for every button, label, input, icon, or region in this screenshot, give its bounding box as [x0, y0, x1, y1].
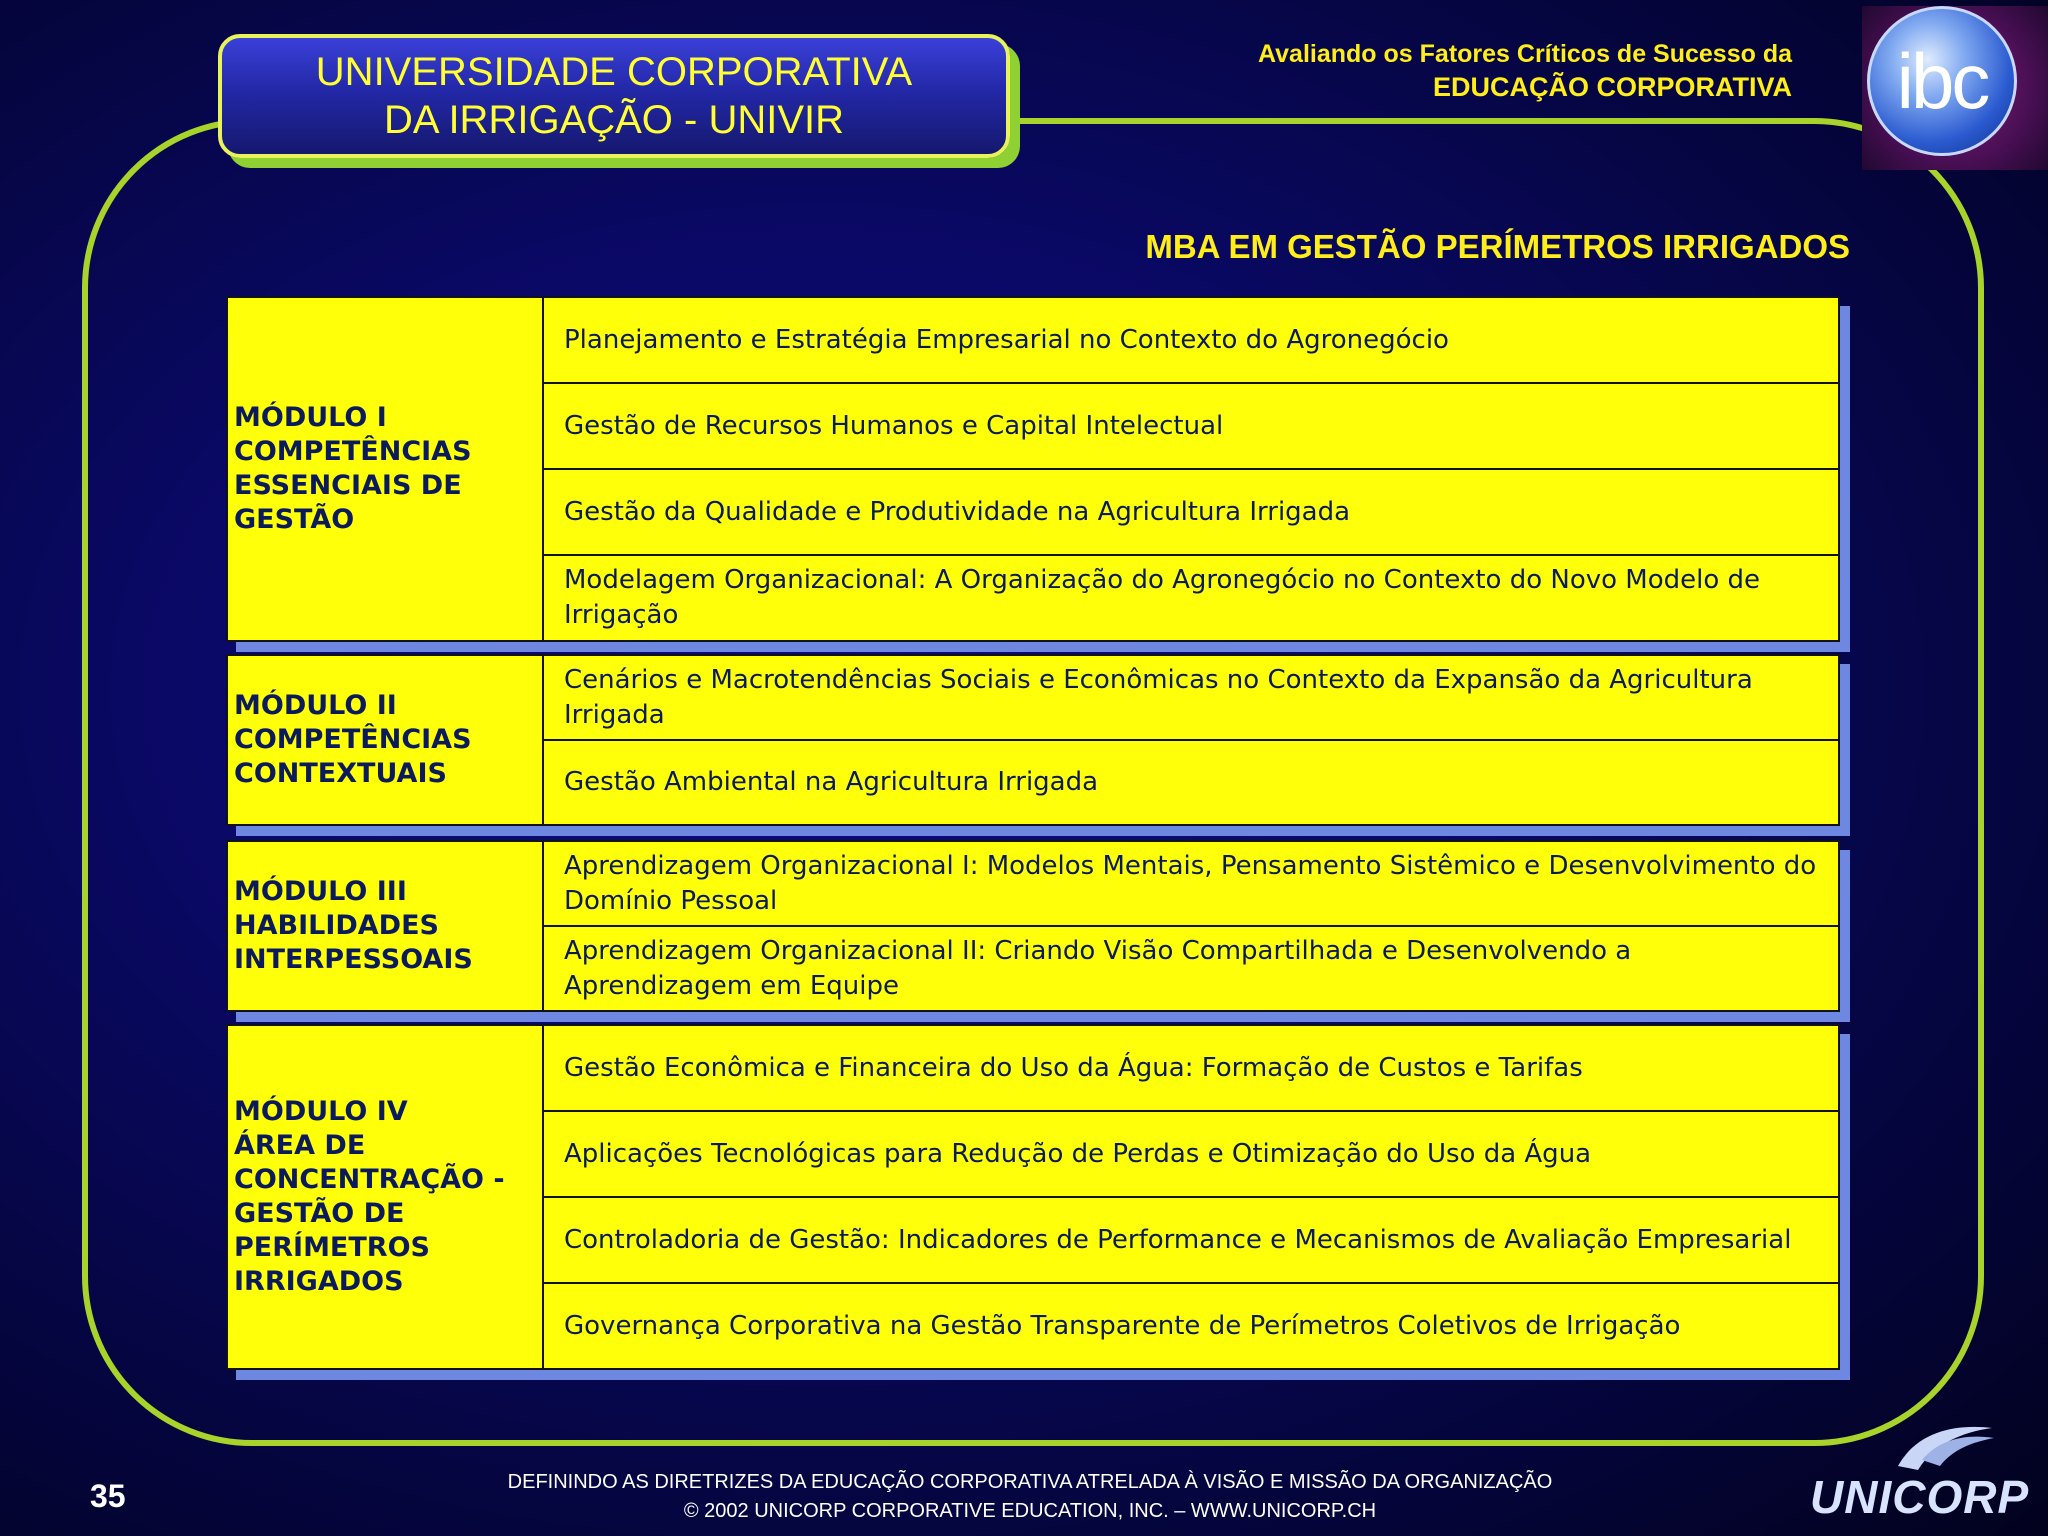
course-row: Aprendizagem Organizacional II: Criando Visão Compartilhada e Desenvolvendo a Aprendizagem em Equipe	[564, 935, 1632, 1001]
module-label-line: INTERPESSOAIS	[234, 944, 473, 975]
ibc-logo-text: ibc	[1896, 36, 1988, 125]
module-3-label	[228, 842, 544, 1010]
module-3	[226, 840, 1840, 1012]
unicorp-wordmark: UNICORP	[1810, 1471, 2030, 1523]
module-2-label	[228, 656, 544, 824]
module-label-line: GESTÃO	[234, 504, 355, 535]
section-title: MBA EM GESTÃO PERÍMETROS IRRIGADOS	[1145, 228, 1850, 265]
course-row: Gestão da Qualidade e Produtividade na Agricultura Irrigada	[544, 470, 1838, 556]
slide-title-line2: DA IRRIGAÇÃO - UNIVIR	[383, 98, 845, 142]
module-4-courses	[544, 1026, 1838, 1368]
module-label-line: HABILIDADES	[234, 910, 439, 941]
course-row: Governança Corporativa na Gestão Transparente de Perímetros Coletivos de Irrigação	[564, 1310, 1681, 1341]
unicorp-logo	[1810, 1420, 2030, 1523]
module-label-line: MÓDULO III	[234, 876, 407, 907]
course-row: Aplicações Tecnológicas para Redução de Perdas e Otimização do Uso da Água	[544, 1112, 1838, 1198]
course-row: Cenários e Macrotendências Sociais e Econômicas no Contexto da Expansão da Agricultura Irrigada	[544, 656, 1838, 741]
unicorp-swoosh-icon	[1888, 1420, 1998, 1476]
footer-line1: DEFININDO AS DIRETRIZES DA EDUCAÇÃO CORPORATIVA ATRELADA À VISÃO E MISSÃO DA ORGANIZAÇÃO	[507, 1471, 1553, 1493]
course-row: Planejamento e Estratégia Empresarial no Contexto do Agronegócio	[544, 298, 1838, 384]
module-label-line: IRRIGADOS	[234, 1266, 404, 1297]
module-2	[226, 654, 1840, 826]
module-label-line: CONCENTRAÇÃO -	[234, 1164, 505, 1195]
module-1	[226, 296, 1840, 642]
header-subtitle-line1: Avaliando os Fatores Críticos de Sucesso da	[1258, 40, 1792, 68]
module-label-line: GESTÃO DE	[234, 1198, 405, 1229]
course-row: Gestão de Recursos Humanos e Capital Intelectual	[544, 384, 1838, 470]
module-label-line: CONTEXTUAIS	[234, 758, 447, 789]
course-row: Controladoria de Gestão: Indicadores de Performance e Mecanismos de Avaliação Empresarial	[544, 1198, 1838, 1284]
page-number: 35	[90, 1478, 126, 1514]
module-1-courses	[544, 298, 1838, 640]
module-2-courses	[544, 656, 1838, 824]
course-row: Modelagem Organizacional: A Organização do Agronegócio no Contexto do Novo Modelo de Irrigação	[564, 565, 1761, 630]
module-label-line: ESSENCIAIS DE	[234, 470, 462, 501]
header-subtitle-line2: EDUCAÇÃO CORPORATIVA	[1432, 72, 1792, 102]
module-label-line: PERÍMETROS	[234, 1232, 430, 1263]
course-row: Aprendizagem Organizacional I: Modelos Mentais, Pensamento Sistêmico e Desenvolvimento do Domínio Pessoal	[544, 842, 1838, 927]
module-label-line: MÓDULO IV	[234, 1096, 408, 1127]
module-4	[226, 1024, 1840, 1370]
slide-title-line1: UNIVERSIDADE CORPORATIVA	[315, 50, 913, 94]
footer-line2: © 2002 UNICORP CORPORATIVE EDUCATION, INC. – WWW.UNICORP.CH	[683, 1500, 1377, 1522]
module-1-label	[228, 298, 544, 640]
module-label-line: ÁREA DE	[234, 1130, 366, 1161]
slide-title-box	[218, 34, 1010, 158]
course-row: Gestão Ambiental na Agricultura Irrigada	[564, 767, 1099, 797]
module-label-line: MÓDULO II	[234, 690, 397, 721]
module-3-courses	[544, 842, 1838, 1010]
ibc-globe-logo	[1867, 6, 2017, 156]
header-subtitle	[1258, 38, 1792, 104]
module-label-line: COMPETÊNCIAS	[234, 724, 472, 755]
module-label-line: COMPETÊNCIAS	[234, 436, 472, 467]
module-4-label	[228, 1026, 544, 1368]
course-row: Gestão Econômica e Financeira do Uso da Água: Formação de Custos e Tarifas	[544, 1026, 1838, 1112]
module-label-line: MÓDULO I	[234, 402, 387, 433]
